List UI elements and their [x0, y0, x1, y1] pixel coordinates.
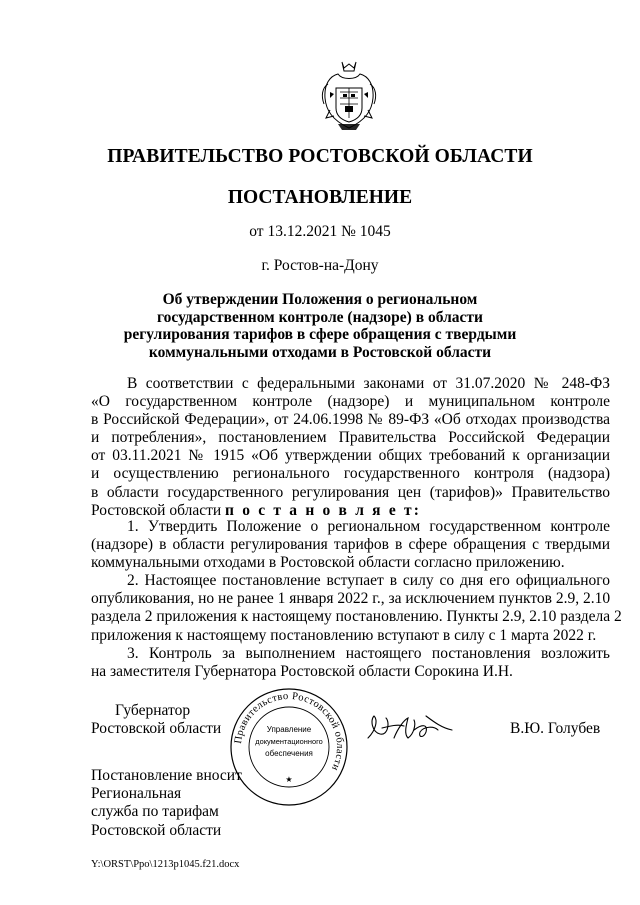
preamble-line: и осуществлению регионального государственного контроля (надзора): [91, 465, 610, 483]
item-line: приложения к настоящему постановлению вступают в силу с 1 марта 2022 г.: [91, 626, 597, 644]
resolution-items: [91, 518, 622, 681]
submitter-block: [91, 767, 242, 840]
document-date-number: от 13.12.2021 № 1045: [249, 223, 391, 240]
submitter-line: Постановление вносит: [91, 767, 242, 784]
resolves-word: п о с т а н о в л я е т:: [225, 501, 422, 519]
preamble-line: в области государственного регулирования цен (тарифов)» Правительство: [91, 483, 610, 501]
preamble-line: В соответствии с федеральными законами от 31.07.2020 № 248-ФЗ: [127, 375, 610, 392]
preamble-paragraph: [91, 375, 610, 520]
submitter-line: служба по тарифам: [91, 803, 219, 821]
government-title: ПРАВИТЕЛЬСТВО РОСТОВСКОЙ ОБЛАСТИ: [107, 146, 533, 167]
coat-of-arms-icon: [316, 58, 382, 132]
preamble-line: в Российской Федерации», от 24.06.1998 № 89-ФЗ «Об отходах производства: [91, 411, 610, 429]
submitter-line: Региональная: [91, 785, 182, 803]
item-line: 3. Контроль за выполнением настоящего постановления возложить: [127, 644, 610, 662]
subject-line: регулирования тарифов в сфере обращения с твердыми: [123, 326, 517, 343]
signer-post: [91, 702, 221, 738]
item-line: (надзоре) в области регулирования тарифов в сфере обращения с твердыми: [91, 536, 610, 554]
item-line: 1. Утвердить Положение о региональном государственном контроле: [127, 518, 610, 535]
item-line: опубликования, но не ранее 1 января 2022 г., за исключением пунктов 2.9, 2.10: [91, 590, 611, 608]
preamble-line: «О государственном контроле (надзоре) и муниципальном контроле: [91, 393, 610, 411]
document-subject: [0, 291, 640, 361]
stamp-star-icon: ★: [285, 775, 293, 784]
submitter-line: Ростовской области: [91, 821, 222, 839]
item-line: раздела 2 приложения к настоящему постановлению. Пункты 2.9, 2.10 раздела 2: [91, 608, 622, 626]
subject-line: Об утверждении Положения о региональном: [162, 291, 478, 308]
signer-post-line: Ростовской области: [91, 720, 222, 737]
file-path: Y:\ORST\Ppo\1213p1045.f21.docx: [91, 859, 240, 870]
subject-line: государственном контроле (надзоре) в области: [157, 308, 483, 326]
preamble-line: от 03.11.2021 № 1915 «Об утверждении общих требований к организации: [91, 447, 610, 465]
stamp-center-line: Управление: [266, 725, 312, 734]
stamp-center-line: документационного: [255, 737, 323, 746]
stamp-center-line: обеспечения: [265, 749, 313, 758]
item-line: 2. Настоящее постановление вступает в силу со дня его официального: [127, 572, 610, 590]
handwritten-signature: [364, 708, 456, 748]
preamble-last-prefix: Ростовской области: [91, 501, 222, 519]
signer-post-line: Губернатор: [115, 702, 191, 719]
preamble-line: и потребления», постановлением Правительства Российской Федерации: [91, 429, 610, 447]
document-type: ПОСТАНОВЛЕНИЕ: [227, 187, 413, 208]
subject-line: коммунальными отходами в Ростовской области: [148, 343, 492, 361]
item-line: на заместителя Губернатора Ростовской области Сорокина И.Н.: [91, 662, 513, 680]
item-line: коммунальными отходами в Ростовской области согласно приложению.: [91, 554, 565, 572]
signer-name: В.Ю. Голубев: [510, 720, 601, 737]
document-city: г. Ростов-на-Дону: [261, 257, 379, 274]
official-stamp: [228, 686, 350, 808]
stamp-ring-text: Правительство Ростовской области: [233, 690, 346, 773]
